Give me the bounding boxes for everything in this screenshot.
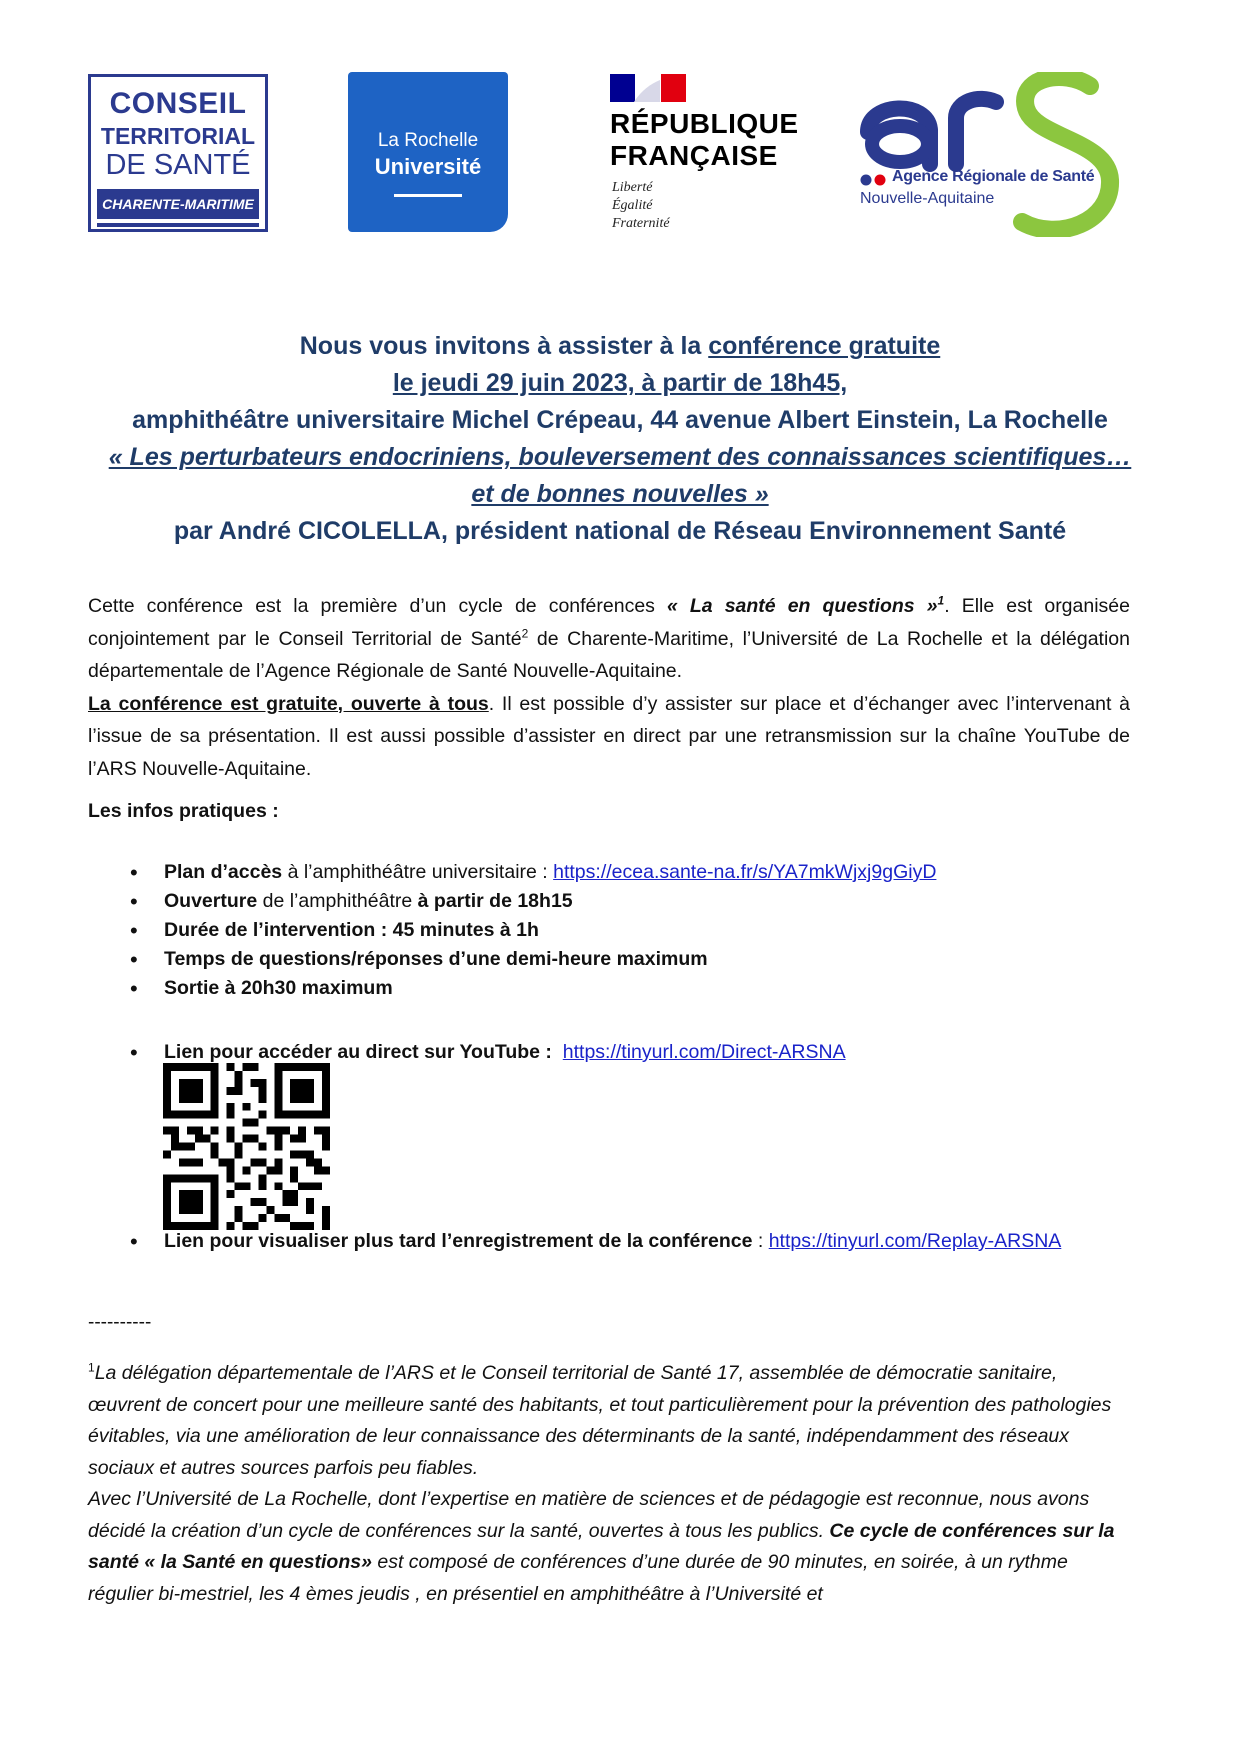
free-open-notice: La conférence est gratuite, ouverte à tous [88, 692, 489, 715]
replay-link-list [130, 1227, 1061, 1256]
logo-ars-sub1: Agence Régionale de Santé [892, 168, 1095, 185]
logo-rf-motto2: Égalité [612, 198, 653, 213]
footnote-text-2a: Avec l’Université de La Rochelle, dont l’expertise en matière de sciences et de pédagogie est reconnue, nous avons décidé la création d’un cycle de conférences sur la santé, ouvertes à tous les publics. [88, 1488, 1090, 1542]
bullet-4-text: Temps de questions/réponses d’une demi-heure maximum [164, 948, 708, 970]
bullet-1-text: à l’amphithéâtre universitaire : [282, 861, 554, 883]
title-free-conference: conférence gratuite [708, 332, 941, 360]
logo-rf-motto3: Fraternité [612, 216, 670, 231]
intro-section [88, 590, 1130, 785]
la-rochelle-universite-logo [348, 72, 508, 232]
cycle-name: « La santé en questions » [666, 595, 938, 617]
list-item [130, 1227, 1061, 1256]
title-topic-1: « Les perturbateurs endocriniens, bouleversement des connaissances scientifiques… [108, 443, 1132, 471]
bullet-2-label: Ouverture [164, 890, 258, 912]
logo-rf-motto1: Liberté [612, 180, 653, 195]
logo-cts-bar [97, 223, 259, 227]
logo-cts-line3: DE SANTÉ [105, 149, 251, 181]
logo-lr-line2: Université [374, 154, 482, 179]
logo-rf-line1: RÉPUBLIQUE [610, 108, 799, 139]
republique-francaise-logo [610, 72, 810, 232]
list-item [130, 887, 936, 916]
bullet-2-text: de l’amphithéâtre [257, 890, 418, 912]
bullet-7-text: : [752, 1230, 769, 1252]
bullet-7-label: Lien pour visualiser plus tard l’enregistrement de la conférence [164, 1230, 753, 1252]
logo-cts-line1: CONSEIL [109, 87, 247, 120]
ars-wordmark-icon [858, 72, 1138, 237]
logo-ars-sub2: Nouvelle-Aquitaine [860, 190, 995, 207]
logo-row [88, 72, 1138, 237]
footnote-ref-2: 2 [521, 626, 529, 640]
title-date: le jeudi 29 juin 2023, à partir de 18h45, [392, 369, 848, 397]
title-line-1-text: Nous vous invitons à assister à la [299, 332, 709, 360]
intro-paragraph-1 [88, 590, 1130, 688]
list-item [130, 858, 936, 887]
logo-cts-band: CHARENTE-MARITIME [97, 189, 259, 219]
bullet-2-time: à partir de 18h15 [417, 890, 573, 912]
footnote-text-1: La délégation départementale de l’ARS et le Conseil territorial de Santé 17, assemblée de démocratie sanitaire, œuvrent de concert pour une meilleure santé des habitants, et tout particulièrement pour la prévention des pathologies évitables, via une amélioration de leur connaissance des déterminants de la santé, indépendamment des réseaux sociaux et autres sources parfois peu fiables. [88, 1362, 1112, 1479]
footnote-ref-1: 1 [937, 593, 945, 608]
intro-text-e: . Il est possible d’y assister sur place et d’échanger avec l’intervenant à l’issue de sa présentation. Il est aussi possible d’assister en direct par une retransmission sur la chaîne YouTube de l’ARS Nouvelle-Aquitaine. [88, 692, 1130, 780]
ars-logo [858, 72, 1138, 237]
list-item [130, 945, 936, 974]
footnote-marker: 1 [88, 1360, 95, 1375]
bullet-6-label: Lien pour accéder au direct sur YouTube : [164, 1041, 552, 1063]
title-speaker: par André CICOLELLA, président national de Réseau Environnement Santé [173, 517, 1067, 545]
footnote-section [88, 1358, 1133, 1610]
footnote-text-2b: Ce cycle de conférences sur la santé « la Santé en questions» [88, 1519, 1115, 1573]
list-item [130, 974, 936, 1003]
separator: ---------- [88, 1312, 152, 1333]
invitation-title [80, 328, 1160, 550]
intro-text-c: . Elle est organisée conjointement par le Conseil Territorial de Santé [88, 595, 1130, 650]
logo-rf-line2: FRANÇAISE [610, 140, 778, 171]
bullet-5-text: Sortie à 20h30 maximum [164, 977, 393, 999]
intro-paragraph-2 [88, 688, 1130, 786]
intro-text-a: Cette conférence est la première d’un cycle de conférences [88, 595, 667, 617]
title-venue: amphithéâtre universitaire Michel Crépeau, 44 avenue Albert Einstein, La Rochelle [132, 406, 1108, 434]
access-map-link[interactable]: https://ecea.sante-na.fr/s/YA7mkWjxj9gGiyD [553, 861, 937, 883]
list-item [130, 916, 936, 945]
qr-code-icon[interactable] [163, 1063, 330, 1230]
intro-text-d: de Charente-Maritime, l’Université de La Rochelle et la délégation départementale de l’Agence Régionale de Santé Nouvelle-Aquitaine. [88, 627, 1130, 682]
marianne-flag-icon [610, 74, 686, 102]
practical-info-list [130, 858, 936, 1003]
footnote-text-2c: est composé de conférences d’une durée de 90 minutes, en soirée, à un rythme régulier bi-mestriel, les 4 èmes jeudis , en présentiel en amphithéâtre à l’Université et [88, 1551, 1068, 1605]
replay-link[interactable]: https://tinyurl.com/Replay-ARSNA [768, 1230, 1062, 1252]
footnote-paragraph-1 [88, 1358, 1133, 1484]
youtube-live-link[interactable]: https://tinyurl.com/Direct-ARSNA [562, 1041, 846, 1063]
logo-lr-line1: La Rochelle [377, 130, 479, 151]
title-topic-2: et de bonnes nouvelles » [471, 480, 769, 508]
bullet-3-text: Durée de l’intervention : 45 minutes à 1h [164, 919, 539, 941]
ars-dots-icon [860, 173, 890, 187]
infos-label: Les infos pratiques : [88, 800, 279, 822]
title-line-1 [80, 328, 1160, 365]
bullet-1-label: Plan d’accès [164, 861, 283, 883]
logo-cts-line2: TERRITORIAL [100, 123, 256, 149]
footnote-paragraph-2 [88, 1484, 1133, 1610]
conseil-territorial-logo [88, 74, 268, 232]
logo-lr-underline [394, 194, 462, 197]
